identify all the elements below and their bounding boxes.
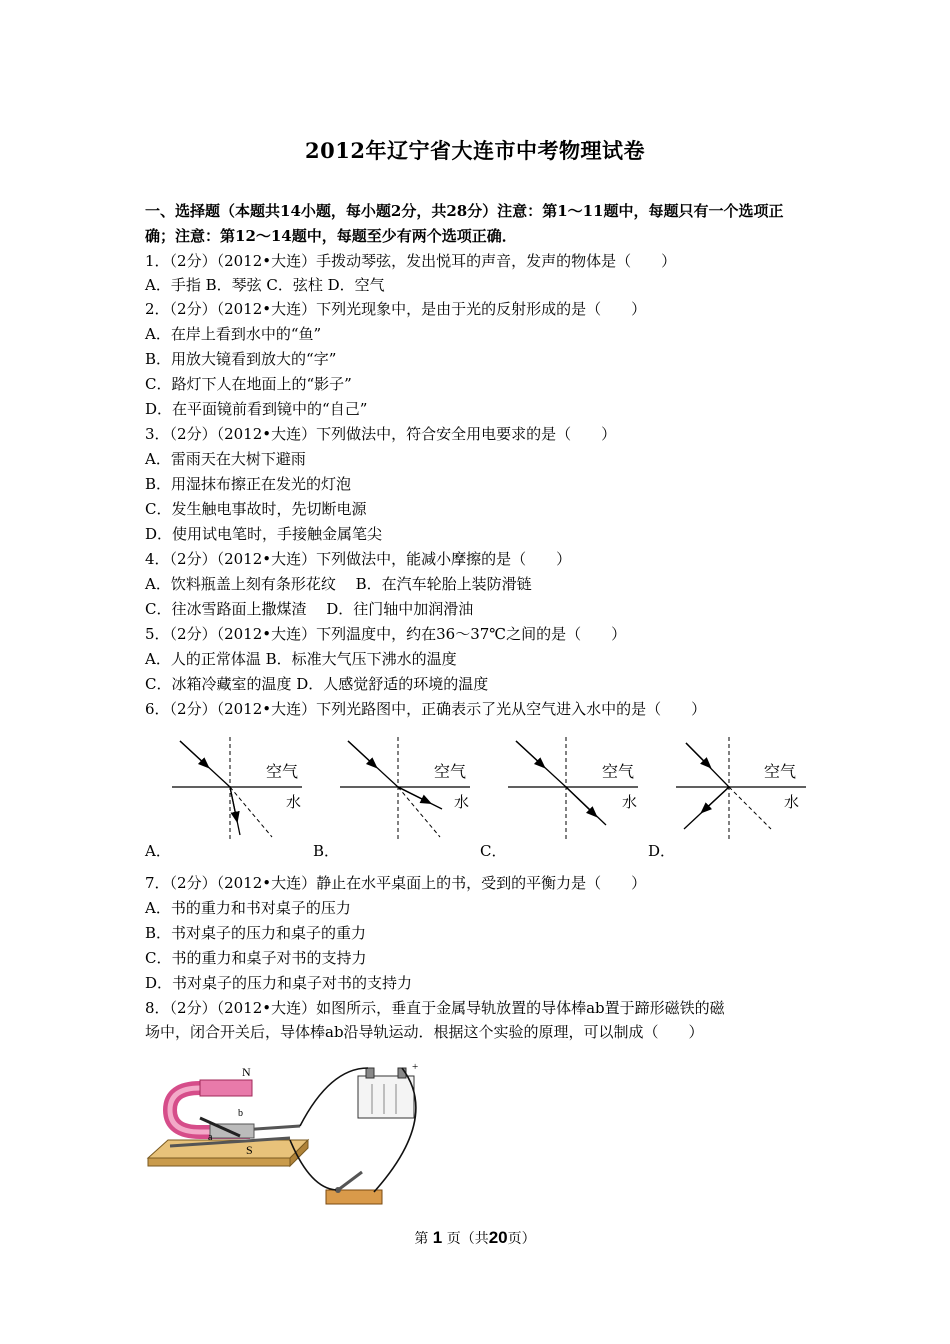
water-label: 水 [454, 794, 470, 811]
air-label: 空气 [764, 764, 797, 781]
question-8-cont: 场中，闭合开关后，导体棒ab沿导轨运动．根据这个实验的原理，可以制成（ ） [145, 1023, 704, 1041]
footer-page: 1 [432, 1228, 443, 1247]
diagram-label-d: D． [648, 842, 676, 860]
question-8: 8．（2分）（2012•大连）如图所示，垂直于金属导轨放置的导体棒ab置于蹄形磁铁的磁 [145, 999, 725, 1017]
diagram-label-b: B． [313, 842, 340, 860]
water-label: 水 [622, 794, 638, 811]
conductor-b-label: b [238, 1108, 243, 1119]
q7-option-d: D．书对桌子的压力和桌子对书的支持力 [145, 974, 413, 992]
question-6: 6．（2分）（2012•大连）下列光路图中，正确表示了光从空气进入水中的是（ ） [145, 700, 707, 718]
footer-prefix: 第 [414, 1231, 429, 1247]
air-label: 空气 [602, 764, 635, 781]
question-2: 2．（2分）（2012•大连）下列光现象中，是由于光的反射形成的是（ ） [145, 300, 647, 318]
q3-option-b: B．用湿抹布擦正在发光的灯泡 [145, 475, 352, 493]
air-label: 空气 [266, 764, 299, 781]
diagram-b [338, 735, 478, 845]
diagram-label-c: C． [480, 842, 507, 860]
q5-options-cd: C．冰箱冷藏室的温度 D．人感觉舒适的环境的温度 [145, 675, 489, 693]
conductor-a-label: a [208, 1132, 213, 1143]
footer-total: 20 [488, 1228, 508, 1247]
air-label: 空气 [434, 764, 467, 781]
q2-option-c: C．路灯下人在地面上的“影子” [145, 375, 352, 393]
diagram-label-a: A． [145, 842, 171, 860]
q3-option-d: D．使用试电笔时，手接触金属笔尖 [145, 525, 383, 543]
q2-option-b: B．用放大镜看到放大的“字” [145, 350, 337, 368]
magnet-s-label: S [246, 1143, 253, 1157]
question-5: 5．（2分）（2012•大连）下列温度中，约在36～37℃之间的是（ ） [145, 625, 627, 643]
q4-options-cd: C．往冰雪路面上撒煤渣 D．往门轴中加润滑油 [145, 600, 474, 618]
diagram-d [674, 735, 814, 845]
question-3: 3．（2分）（2012•大连）下列做法中，符合安全用电要求的是（ ） [145, 425, 617, 443]
q7-option-b: B．书对桌子的压力和桌子的重力 [145, 924, 367, 942]
page-title: 2012年辽宁省大连市中考物理试卷 [305, 138, 645, 163]
diagram-a [170, 735, 310, 845]
diagram-c [506, 735, 646, 845]
magnet-n-label: N [242, 1065, 251, 1079]
question-7: 7．（2分）（2012•大连）静止在水平桌面上的书，受到的平衡力是（ ） [145, 874, 647, 892]
q3-option-c: C．发生触电事故时，先切断电源 [145, 500, 367, 518]
question-4: 4．（2分）（2012•大连）下列做法中，能减小摩擦的是（ ） [145, 550, 572, 568]
q7-option-c: C．书的重力和桌子对书的支持力 [145, 949, 367, 967]
q7-option-a: A．书的重力和书对桌子的压力 [145, 899, 351, 917]
battery-plus-label: + [412, 1061, 419, 1073]
footer-suffix: 页） [507, 1231, 536, 1247]
page-footer [0, 1228, 950, 1248]
circuit-illustration [140, 1058, 440, 1217]
q4-options-ab: A．饮料瓶盖上刻有条形花纹 B．在汽车轮胎上装防滑链 [145, 575, 532, 593]
footer-mid: 页（共 [446, 1231, 489, 1247]
q2-option-d: D．在平面镜前看到镜中的“自己” [145, 400, 368, 418]
question-1: 1．（2分）（2012•大连）手拨动琴弦，发出悦耳的声音，发声的物体是（ ） [145, 252, 677, 270]
water-label: 水 [286, 794, 302, 811]
q5-options-ab: A．人的正常体温 B．标准大气压下沸水的温度 [145, 650, 457, 668]
q2-option-a: A．在岸上看到水中的“鱼” [145, 325, 322, 343]
water-label: 水 [784, 794, 800, 811]
q1-options: A．手指 B．琴弦 C．弦柱 D．空气 [145, 276, 385, 294]
q3-option-a: A．雷雨天在大树下避雨 [145, 450, 306, 468]
section-header: 一、选择题（本题共14小题，每小题2分，共28分）注意：第1～11题中，每题只有一个选项正确；注意：第12～14题中，每题至少有两个选项正确． [145, 202, 784, 245]
